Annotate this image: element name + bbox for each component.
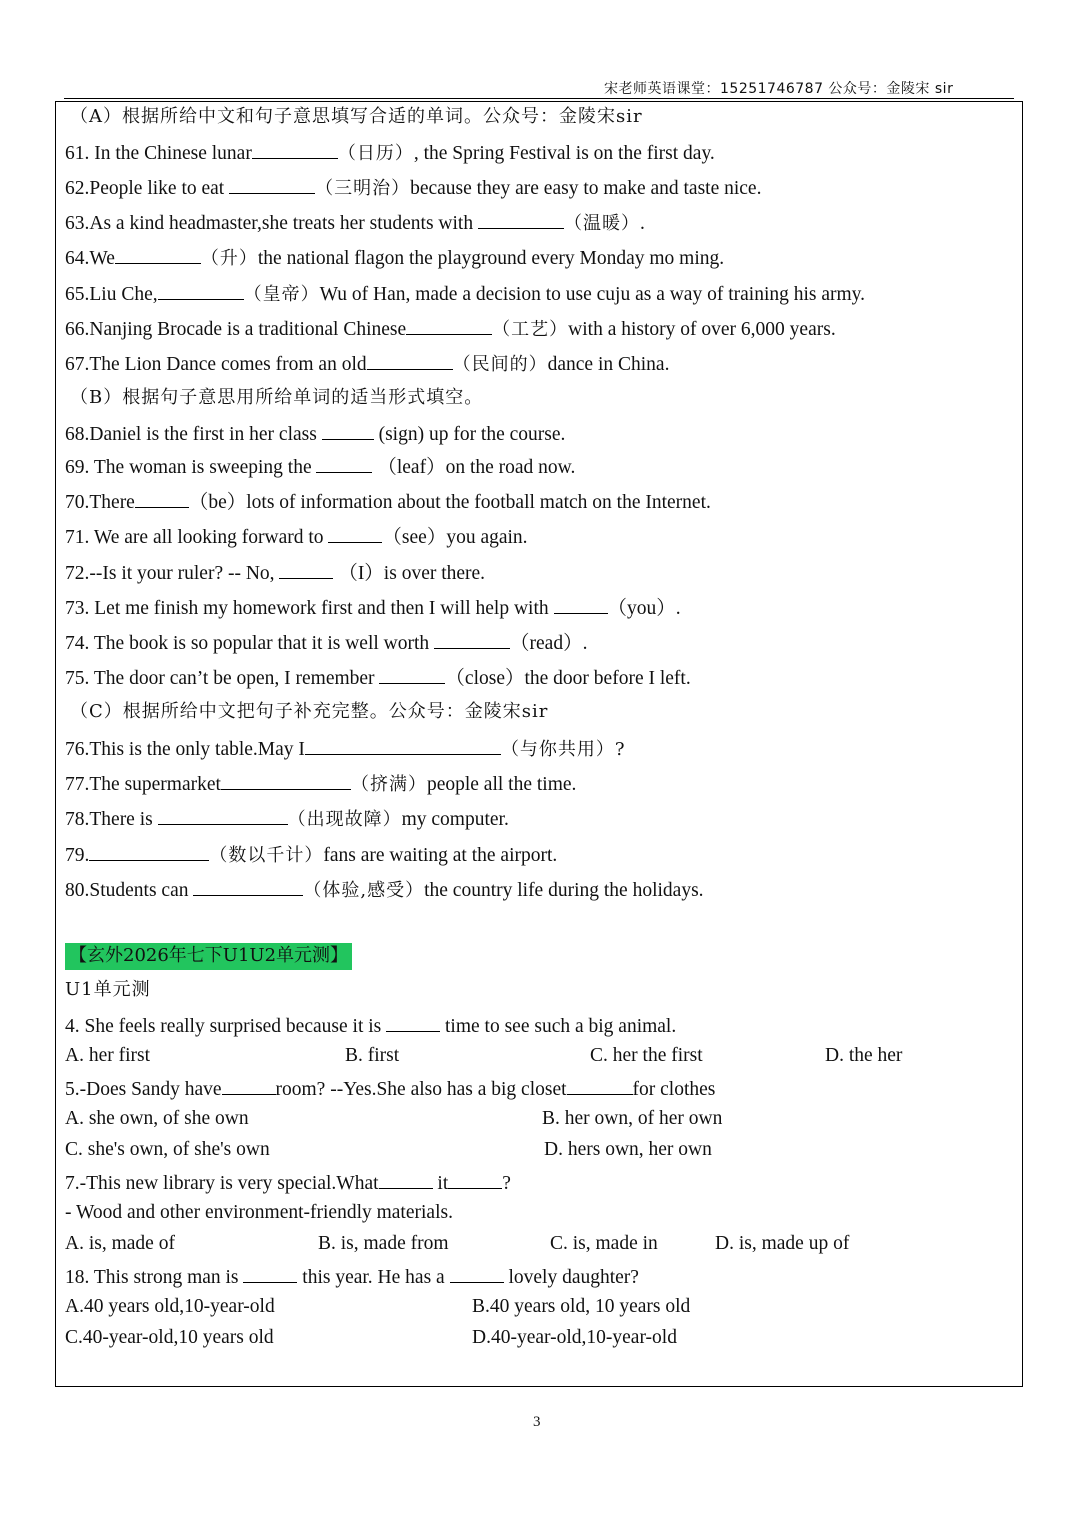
question-65: 65.Liu Che, （皇帝）Wu of Han, made a decision to use cuju as a way of training his army. — [65, 281, 865, 307]
question-63: 63.As a kind headmaster,she treats her students with （温暖）. — [65, 210, 645, 236]
page-header: 宋老师英语课堂：15251746787 公众号：金陵宋 sir — [604, 81, 954, 97]
question-72: 72.--Is it your ruler? -- No, （I）is over there. — [65, 560, 485, 586]
answer-blank[interactable] — [193, 877, 303, 896]
option-d[interactable]: D. is, made up of — [715, 1233, 850, 1254]
question-7-answer: - Wood and other environment-friendly materials. — [65, 1202, 453, 1223]
option-c[interactable]: C.40-year-old,10 years old — [65, 1327, 274, 1348]
question-69: 69. The woman is sweeping the （leaf）on the road now. — [65, 454, 575, 480]
answer-blank[interactable] — [322, 421, 374, 440]
section-c-title: （C）根据所给中文把句子补充完整。公众号：金陵宋sir — [70, 701, 549, 722]
answer-blank[interactable] — [243, 1264, 297, 1283]
answer-blank[interactable] — [386, 1013, 440, 1032]
option-c[interactable]: C. is, made in — [550, 1233, 658, 1254]
option-b[interactable]: B.40 years old, 10 years old — [472, 1296, 691, 1317]
answer-blank[interactable] — [229, 175, 315, 194]
question-67: 67.The Lion Dance comes from an old （民间的）dance in China. — [65, 351, 669, 377]
option-a[interactable]: A. her first — [65, 1045, 151, 1066]
answer-blank[interactable] — [252, 140, 338, 159]
question-78: 78.There is （出现故障）my computer. — [65, 806, 509, 832]
answer-blank[interactable] — [328, 524, 382, 543]
answer-blank[interactable] — [379, 665, 445, 684]
answer-blank[interactable] — [115, 245, 201, 264]
header-rule — [64, 98, 1014, 99]
question-79: 79. （数以千计）fans are waiting at the airport. — [65, 842, 557, 868]
option-b[interactable]: B. her own, of her own — [542, 1108, 723, 1129]
question-71: 71. We are all looking forward to （see）you again. — [65, 524, 528, 550]
section-b-title: （B）根据句子意思用所给单词的适当形式填空。 — [70, 387, 484, 408]
answer-blank[interactable] — [379, 1170, 433, 1189]
answer-blank[interactable] — [279, 560, 333, 579]
answer-blank[interactable] — [158, 806, 288, 825]
answer-blank[interactable] — [406, 316, 492, 335]
question-61: 61. In the Chinese lunar （日历）, the Spring Festival is on the first day. — [65, 140, 715, 166]
question-76: 76.This is the only table.May I （与你共用）? — [65, 736, 626, 762]
option-d[interactable]: D.40-year-old,10-year-old — [472, 1327, 677, 1348]
answer-blank[interactable] — [158, 281, 244, 300]
question-80: 80.Students can （体验,感受）the country life during the holidays. — [65, 877, 704, 903]
question-4: 4. She feels really surprised because it is time to see such a big animal. — [65, 1013, 676, 1039]
answer-blank[interactable] — [478, 210, 564, 229]
option-d[interactable]: D. hers own, her own — [544, 1139, 712, 1160]
unit-subtitle: U1单元测 — [65, 979, 151, 1000]
answer-blank[interactable] — [448, 1170, 502, 1189]
answer-blank[interactable] — [567, 1076, 633, 1095]
question-7: 7.-This new library is very special.What it ? — [65, 1170, 511, 1196]
option-a[interactable]: A. she own, of she own — [65, 1108, 249, 1129]
question-77: 77.The supermarket （挤满）people all the time. — [65, 771, 576, 797]
option-b[interactable]: B. is, made from — [318, 1233, 449, 1254]
answer-blank[interactable] — [221, 771, 351, 790]
answer-blank[interactable] — [89, 842, 209, 861]
answer-blank[interactable] — [316, 454, 372, 473]
answer-blank[interactable] — [367, 351, 453, 370]
option-c[interactable]: C. her the first — [590, 1045, 703, 1066]
answer-blank[interactable] — [305, 736, 501, 755]
unit-test-tag: 【玄外2026年七下U1U2单元测】 — [65, 943, 352, 970]
answer-blank[interactable] — [450, 1264, 504, 1283]
option-a[interactable]: A.40 years old,10-year-old — [65, 1296, 275, 1317]
option-b[interactable]: B. first — [345, 1045, 400, 1066]
question-18: 18. This strong man is this year. He has a lovely daughter? — [65, 1264, 639, 1290]
option-c[interactable]: C. she's own, of she's own — [65, 1139, 270, 1160]
question-73: 73. Let me finish my homework first and then I will help with （you）. — [65, 595, 681, 621]
page-number: 3 — [533, 1414, 541, 1430]
answer-blank[interactable] — [554, 595, 608, 614]
question-74: 74. The book is so popular that it is well worth （read）. — [65, 630, 587, 656]
question-62: 62.People like to eat （三明治）because they are easy to make and taste nice. — [65, 175, 761, 201]
question-75: 75. The door can’t be open, I remember （close）the door before I left. — [65, 665, 691, 691]
question-5: 5.-Does Sandy have room? --Yes.She also has a big closet for clothes — [65, 1076, 715, 1102]
question-66: 66.Nanjing Brocade is a traditional Chinese （工艺）with a history of over 6,000 years. — [65, 316, 836, 342]
question-68: 68.Daniel is the first in her class (sign) up for the course. — [65, 421, 565, 447]
option-d[interactable]: D. the her — [825, 1045, 903, 1066]
question-64: 64.We （升）the national flagon the playground every Monday mo ming. — [65, 245, 724, 271]
section-a-title: （A）根据所给中文和句子意思填写合适的单词。公众号：金陵宋sir — [70, 106, 643, 127]
answer-blank[interactable] — [135, 489, 189, 508]
answer-blank[interactable] — [222, 1076, 276, 1095]
option-a[interactable]: A. is, made of — [65, 1233, 175, 1254]
question-70: 70.There （be）lots of information about the football match on the Internet. — [65, 489, 711, 515]
answer-blank[interactable] — [434, 630, 510, 649]
